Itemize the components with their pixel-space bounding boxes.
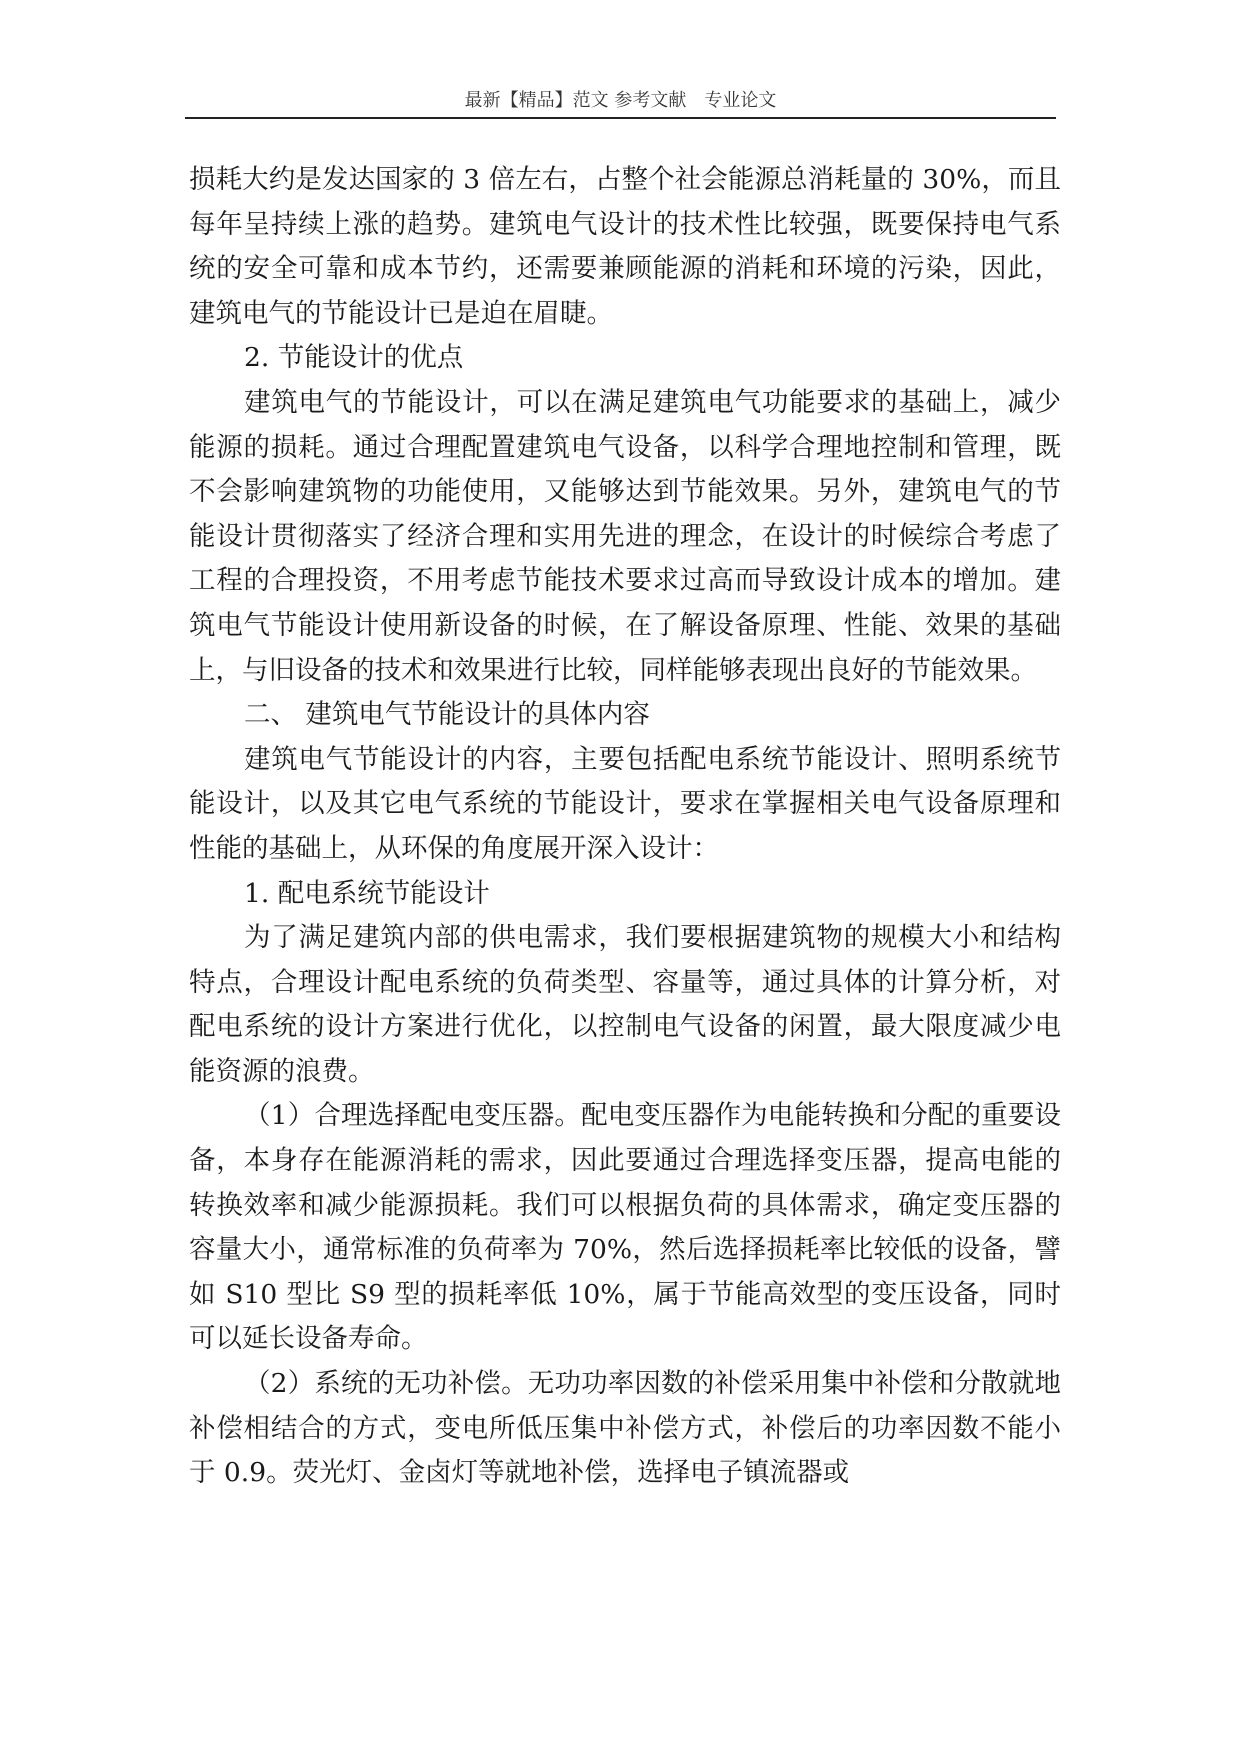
section-heading-1: 1. 配电系统节能设计 [244,877,490,909]
chapter-heading-2: 二、 建筑电气节能设计的具体内容 [244,699,650,731]
running-header: 最新【精品】范文 参考文献 专业论文 [464,90,777,111]
paragraph-continuation: 损耗大约是发达国家的 3 倍左右，占整个社会能源总消耗量的 30%，而且每年呈持续上涨的趋势。建筑电气设计的技术性比较强，既要保持电气系统的安全可靠和成本节约，还需要兼顾能源的消耗和环境的污染，因此，建筑电气的节能设计已是迫在眉睫。 [189,164,1061,329]
section-heading-2: 2. 节能设计的优点 [244,342,464,374]
paragraph: 建筑电气的节能设计，可以在满足建筑电气功能要求的基础上，减少能源的损耗。通过合理配置建筑电气设备，以科学合理地控制和管理，既不会影响建筑物的功能使用，又能够达到节能效果。另外，建筑电气的节能设计贯彻落实了经济合理和实用先进的理念，在设计的时候综合考虑了工程的合理投资，不用考虑节能技术要求过高而导致设计成本的增加。建筑电气节能设计使用新设备的时候，在了解设备原理、性能、效果的基础上，与旧设备的技术和效果进行比较，同样能够表现出良好的节能效果。 [189,386,1061,686]
header-rule [185,117,1056,119]
paragraph: （2）系统的无功补偿。无功功率因数的补偿采用集中补偿和分散就地补偿相结合的方式，变电所低压集中补偿方式，补偿后的功率因数不能小于 0.9。荧光灯、金卤灯等就地补偿，选择电子镇流器或 [189,1368,1061,1489]
body-text [189,158,1061,1496]
paragraph: （1）合理选择配电变压器。配电变压器作为电能转换和分配的重要设备，本身存在能源消耗的需求，因此要通过合理选择变压器，提高电能的转换效率和减少能源损耗。我们可以根据负荷的具体需求，确定变压器的容量大小，通常标准的负荷率为 70%，然后选择损耗率比较低的设备，譬如 S10 型比 S9 型的损耗率低 10%，属于节能高效型的变压设备，同时可以延长设备寿命。 [189,1100,1061,1355]
paragraph: 为了满足建筑内部的供电需求，我们要根据建筑物的规模大小和结构特点，合理设计配电系统的负荷类型、容量等，通过具体的计算分析，对配电系统的设计方案进行优化，以控制电气设备的闲置，最大限度减少电能资源的浪费。 [189,922,1061,1087]
paragraph: 建筑电气节能设计的内容，主要包括配电系统节能设计、照明系统节能设计，以及其它电气系统的节能设计，要求在掌握相关电气设备原理和性能的基础上，从环保的角度展开深入设计： [189,743,1061,864]
